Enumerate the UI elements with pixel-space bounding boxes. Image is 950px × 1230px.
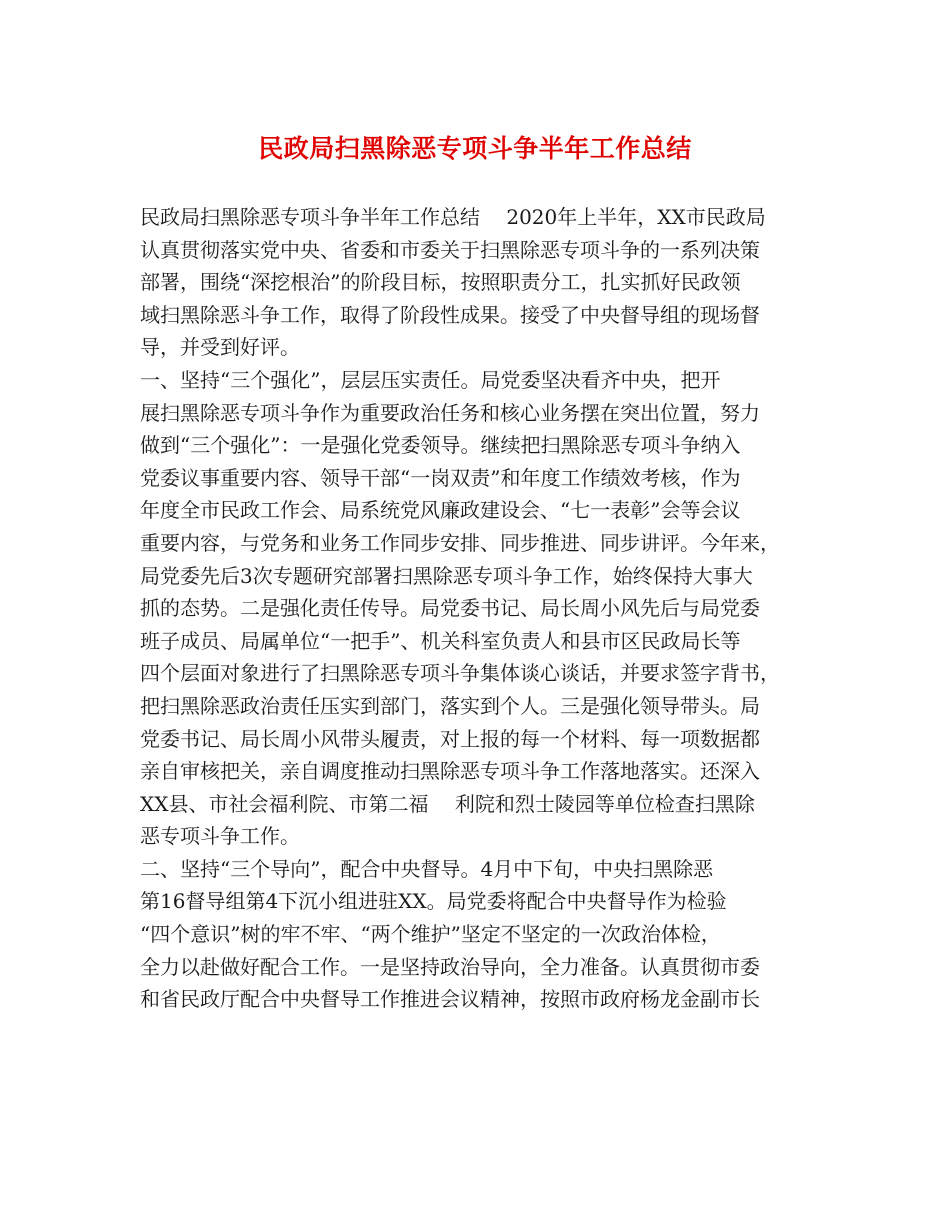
body-line: 部署，围绕“深挖根治”的阶段目标，按照职责分工，扎实抓好民政领 <box>140 270 741 295</box>
body-line: 全力以赴做好配合工作。一是坚持政治导向，全力准备。认真贯彻市委 <box>140 954 760 979</box>
body-line: 年度全市民政工作会、局系统党风廉政建设会、“七一表彰”会等会议 <box>140 498 741 523</box>
body-line: 重要内容，与党务和业务工作同步安排、同步推进、同步讲评。今年来， <box>140 530 780 555</box>
body-line: 把扫黑除恶政治责任压实到部门，落实到个人。三是强化领导带头。局 <box>140 693 760 718</box>
body-line: 亲自审核把关，亲自调度推动扫黑除恶专项斗争工作落地落实。还深入 <box>140 759 760 784</box>
body-line: 第16督导组第4下沉小组进驻XX。局党委将配合中央督导作为检验 <box>140 889 727 914</box>
body-line: 做到“三个强化”：一是强化党委领导。继续把扫黑除恶专项斗争纳入 <box>140 433 741 458</box>
body-line: 一、坚持“三个强化”，层层压实责任。局党委坚决看齐中央，把开 <box>140 367 721 392</box>
body-line: 班子成员、局属单位“一把手”、机关科室负责人和县市区民政局长等 <box>140 628 741 653</box>
body-line: 域扫黑除恶斗争工作，取得了阶段性成果。接受了中央督导组的现场督 <box>140 302 760 327</box>
body-line: 恶专项斗争工作。 <box>140 824 300 849</box>
document-body <box>140 201 808 1016</box>
body-line: XX县、市社会福利院、市第二福 利院和烈士陵园等单位检查扫黑除 <box>140 791 755 816</box>
body-line: 四个层面对象进行了扫黑除恶专项斗争集体谈心谈话，并要求签字背书， <box>140 661 780 686</box>
body-line: 认真贯彻落实党中央、省委和市委关于扫黑除恶专项斗争的一系列决策 <box>140 237 760 262</box>
document-title: 民政局扫黑除恶专项斗争半年工作总结 <box>258 134 692 163</box>
body-line: 和省民政厅配合中央督导工作推进会议精神，按照市政府杨龙金副市长 <box>140 987 760 1012</box>
body-line: 展扫黑除恶专项斗争作为重要政治任务和核心业务摆在突出位置，努力 <box>140 400 760 425</box>
body-line: 抓的态势。二是强化责任传导。局党委书记、局长周小风先后与局党委 <box>140 596 760 621</box>
body-line: 导，并受到好评。 <box>140 335 300 360</box>
body-line: 党委书记、局长周小风带头履责，对上报的每一个材料、每一项数据都 <box>140 726 760 751</box>
body-line: 局党委先后3次专题研究部署扫黑除恶专项斗争工作，始终保持大事大 <box>140 563 753 588</box>
body-line: “四个意识”树的牢不牢、“两个维护”坚定不坚定的一次政治体检， <box>140 922 721 947</box>
body-line: 民政局扫黑除恶专项斗争半年工作总结 2020年上半年，XX市民政局 <box>140 205 766 229</box>
body-line: 党委议事重要内容、领导干部“一岗双责”和年度工作绩效考核，作为 <box>140 465 741 490</box>
body-line: 二、坚持“三个导向”，配合中央督导。4月中下旬，中央扫黑除恶 <box>140 856 714 881</box>
